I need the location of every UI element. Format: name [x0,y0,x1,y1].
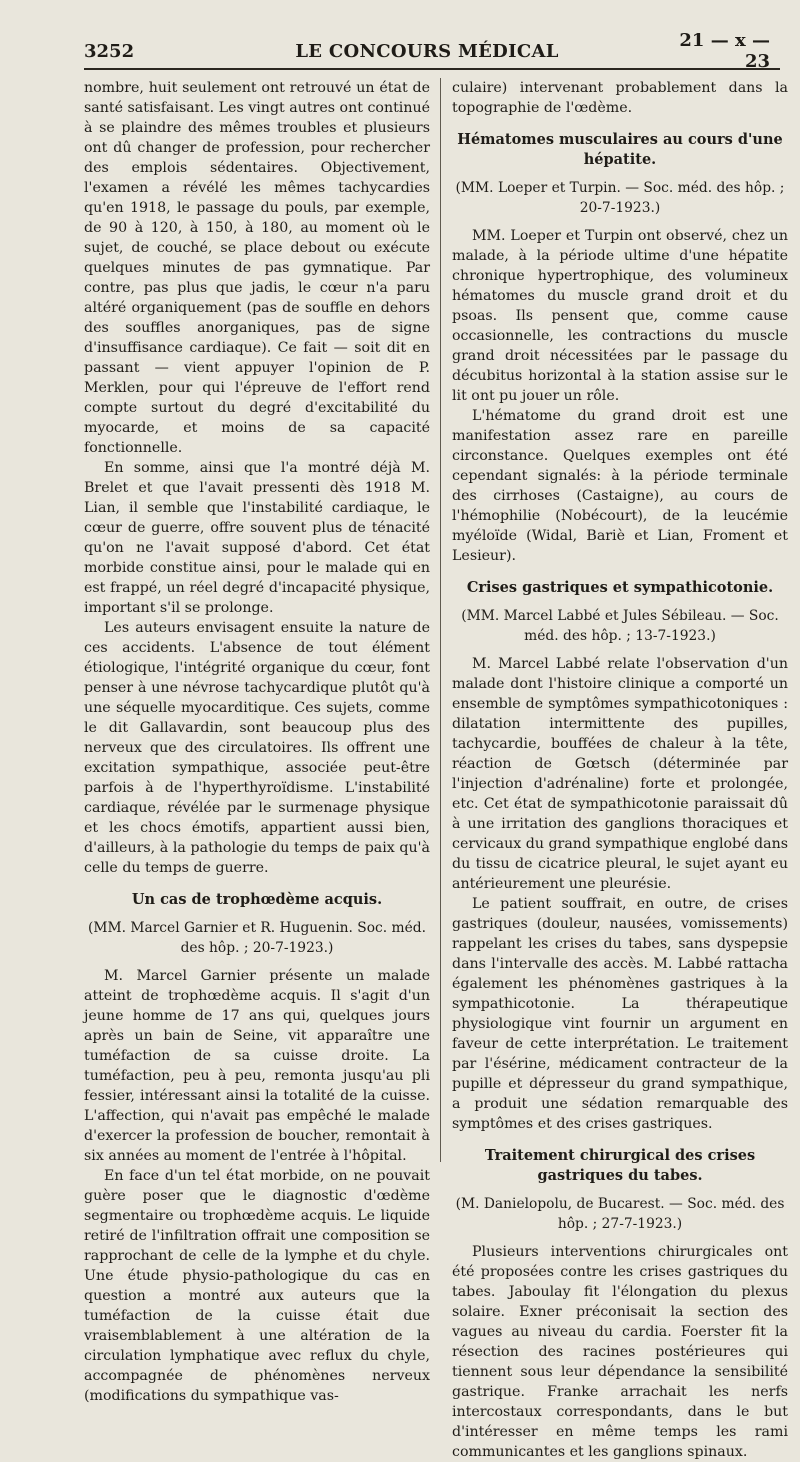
paragraph: M. Marcel Garnier présente un malade atteint de trophœdème acquis. Il s'agit d'un jeune homme de 17 ans qui, quelques jours après un bain de Seine, vit apparaître une tuméfaction de sa cuisse droite. La tuméfaction, peu à peu, remonta jusqu'au pli fessier, intéressant ainsi la totalité de la cuisse. L'affection, qui n'avait pas empêché le malade d'exercer la profession de boucher, remontait à six années au moment de l'entrée à l'hôpital. [84,968,430,1164]
citation: (M. Danielopolu, de Bucarest. — Soc. méd. des hôp. ; 27-7-1923.) [455,1196,785,1232]
page-number: 3252 [84,40,135,62]
paragraph: M. Marcel Labbé relate l'observation d'un malade dont l'histoire clinique a comporté un ensemble de symptômes sympathicotoniques : dilatation intermittente des pupilles, tachycardie, bouffées de chaleur à la tête, réaction de Gœtsch (déterminée par l'injection d'adrénaline) forte et prolongée, etc. Cet état de sympathicotonie paraissait dû à une irritation des ganglions thoraciques et cervicaux du grand sympathique englobé dans du tissu de cicatrice pleural, le sujet ayant eu antérieurement une pleurésie. [452,656,788,892]
citation: (MM. Marcel Garnier et R. Huguenin. Soc. méd. des hôp. ; 20-7-1923.) [87,920,427,956]
paragraph: Plusieurs interventions chirurgicales ont été proposées contre les crises gastriques du tabes. Jaboulay fit l'élongation du plexus solaire. Exner préconisait la section des vagues au niveau du cardia. Foerster fit la résection des racines postérieures qui tiennent sous leur dépendance la sensibilité gastrique. Franke arrachait les nerfs intercostaux correspondants, dans le but d'intéresser en même temps les rami communicantes et les ganglions spinaux. [452,1244,788,1460]
paragraph: nombre, huit seulement ont retrouvé un état de santé satisfaisant. Les vingt autres ont continué à se plaindre des mêmes troubles et plusieurs ont dû changer de profession, pour rechercher des emplois sédentaires. Objectivement, l'examen a révélé les mêmes tachycardies qu'en 1918, le passage du pouls, par exemple, de 90 à 120, à 150, à 180, au moment où le sujet, de couché, se place debout ou exécute quelques minutes de pas gymnatique. Par contre, pas plus que jadis, le cœur n'a paru altéré organiquement (pas de souffle en dehors des souffles anorganiques, pas de signe d'insuffisance cardiaque). Ce fait — soit dit en passant — vient appuyer l'opinion de P. Merklen, pour qui l'épreuve de l'effort rend compte surtout du degré d'excitabilité du myocarde, et moins de sa capacité fonctionnelle. [84,80,430,456]
citation: (MM. Loeper et Turpin. — Soc. méd. des hôp. ; 20-7-1923.) [455,180,785,216]
section-title: Traitement chirurgical des crises gastriques du tabes. [484,1147,756,1184]
paragraph: L'hématome du grand droit est une manifestation assez rare en pareille circonstance. Quelques exemples ont été cependant signalés: à la période terminale des cirrhoses (Castaigne), au cours de l'hémophilie (Nobécourt), de la leucémie myéloïde (Widal, Bariè et Lian, Froment et Lesieur). [452,408,788,564]
paragraph: MM. Loeper et Turpin ont observé, chez un malade, à la période ultime d'une hépatite chronique hypertrophique, des volumineux hématomes du muscle grand droit et du psoas. Ils pensent que, comme cause occasionnelle, les contractions du muscle grand droit nécessitées par le passage du décubitus horizontal à la station assise sur le lit ont pu jouer un rôle. [452,228,788,404]
left-column [84,78,430,1406]
page-header [84,30,770,72]
journal-title: LE CONCOURS MÉDICAL [295,40,559,62]
section-title: Un cas de trophœdème acquis. [131,891,383,908]
column-divider [440,78,441,1162]
citation: (MM. Marcel Labbé et Jules Sébileau. — Soc. méd. des hôp. ; 13-7-1923.) [461,608,779,644]
paragraph: En face d'un tel état morbide, on ne pouvait guère poser que le diagnostic d'œdème segmentaire ou trophœdème acquis. Le liquide retiré de l'infiltration offrait une composition se rapprochant de celle de la lymphe et du chyle. Une étude physio-pathologique du cas en question a montré aux auteurs que la tuméfaction de la cuisse était due vraisemblablement à une altération de la circulation lymphatique avec reflux du chyle, accompagnée de phénomènes nerveux (modifications du sympathique vas- [84,1168,430,1404]
paragraph: Le patient souffrait, en outre, de crises gastriques (douleur, nausées, vomissements) rappelant les crises du tabes, sans dyspepsie dans l'intervalle des accès. M. Labbé rattacha également les phénomènes gastriques à la sympathicotonie. La thérapeutique physiologique vint fournir un argument en faveur de cette interprétation. Le traitement par l'ésérine, médicament contracteur de la pupille et dépresseur du grand sympathique, a produit une sédation remarquable des symptômes et des crises gastriques. [452,896,788,1132]
header-rule [84,68,780,70]
section-title: Crises gastriques et sympathicotonie. [466,579,774,596]
section-title: Hématomes musculaires au cours d'une hépatite. [457,131,783,168]
paragraph: culaire) intervenant probablement dans la topographie de l'œdème. [452,80,788,116]
paragraph: Les auteurs envisagent ensuite la nature de ces accidents. L'absence de tout élément étiologique, l'intégrité organique du cœur, font penser à une névrose tachycardique plutôt qu'à une séquelle myocarditique. Ces sujets, comme le dit Gallavardin, sont beaucoup plus des nerveux que des circulatoires. Ils offrent une excitation sympathique, associée peut-être parfois à de l'hyperthyroïdisme. L'instabilité cardiaque, révélée par le surmenage physique et les chocs émotifs, appartient aussi bien, d'ailleurs, à la pathologie du temps de paix qu'à celle du temps de guerre. [84,620,430,876]
right-column [452,78,788,1462]
paragraph: En somme, ainsi que l'a montré déjà M. Brelet et que l'avait pressenti dès 1918 M. Lian, il semble que l'instabilité cardiaque, le cœur de guerre, offre souvent plus de ténacité qu'on ne l'avait supposé d'abord. Cet état morbide constitue ainsi, pour le malade qui en est frappé, un réel degré d'incapacité physique, important s'il se prolonge. [84,460,430,616]
header-date: 21 — x — 23 [679,30,770,72]
